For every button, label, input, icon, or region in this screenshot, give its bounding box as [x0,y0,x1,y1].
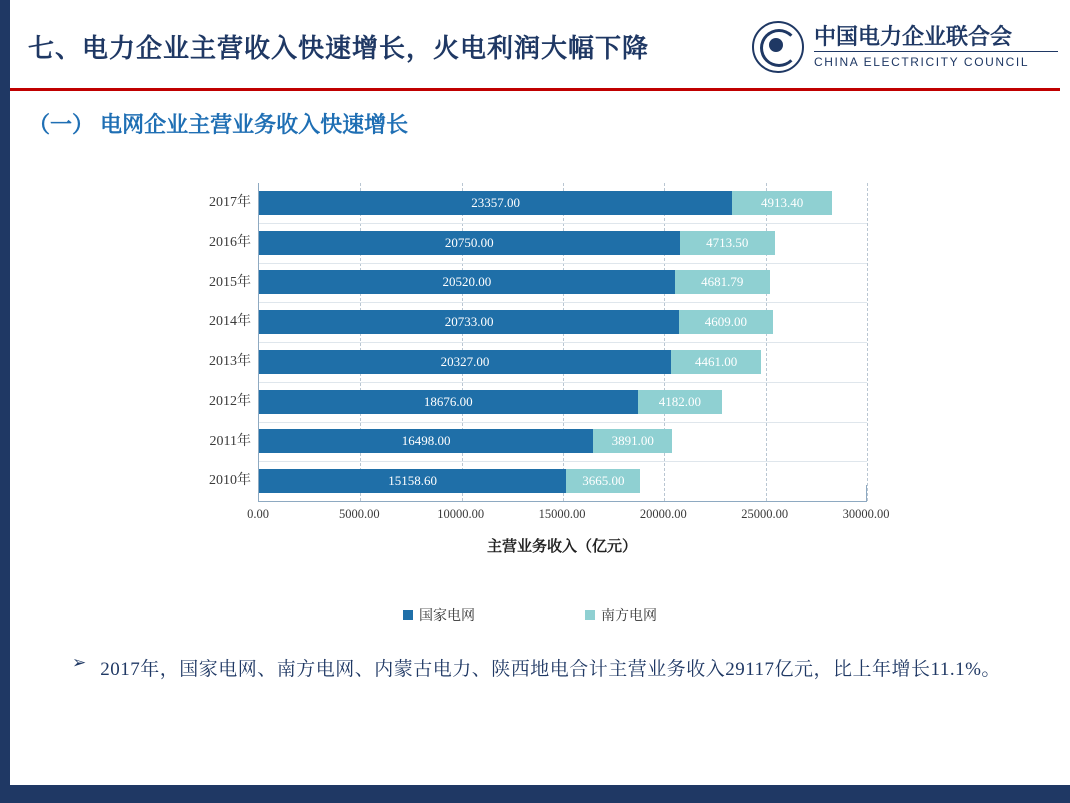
x-axis-tick-label: 10000.00 [437,507,485,521]
bar-value-label-series-a: 15158.60 [388,473,437,489]
logo-chinese-name: 中国电力企业联合会 [814,24,1013,49]
logo-rule [814,51,1058,52]
page-title: 七、电力企业主营收入快速增长，火电利润大幅下降 [28,33,650,63]
y-axis-category-label: 2012年 [209,393,251,409]
logo-text-block [814,24,1058,70]
bullet-arrow-icon: ➢ [72,653,87,672]
y-axis-category-label: 2015年 [209,274,251,290]
x-axis-tick-label: 30000.00 [842,507,890,521]
council-emblem-icon [752,21,804,73]
header-divider [10,88,1060,91]
bar-value-label-series-a: 20733.00 [444,314,494,330]
bar-value-label-series-b: 4913.40 [761,194,804,210]
legend-item-series-a [403,605,475,625]
bar-value-label-series-a: 16498.00 [401,433,451,449]
bar-value-label-series-b: 4681.79 [701,274,744,290]
bar-value-label-series-a: 18676.00 [423,393,473,409]
y-axis-category-label: 2016年 [209,234,251,250]
bullet-note-text: 2017年，国家电网、南方电网、内蒙古电力、陕西地电合计主营业务收入29117亿元，比上年增长11.1%。 [100,659,1001,680]
bar-value-label-series-a: 20750.00 [444,234,494,250]
y-axis-category-label: 2014年 [209,314,251,330]
legend-label-series-b: 南方电网 [601,607,657,623]
x-axis-title: 主营业务收入（亿元） [486,539,637,555]
bar-value-label-series-b: 4713.50 [706,234,749,250]
chart-plot-area [209,183,866,501]
chart-category-row [209,342,867,382]
x-axis-tick-label: 25000.00 [741,507,789,521]
x-axis-line [258,501,866,502]
bar-value-label-series-b: 4461.00 [695,353,738,369]
bottom-accent-bar [0,785,1070,803]
chart-category-row [209,302,867,342]
bar-value-label-series-a: 23357.00 [471,194,521,210]
x-axis-end-tick [866,485,867,502]
legend-swatch-icon [585,610,595,620]
chart-category-row [209,461,867,501]
bullet-note [72,648,1032,692]
organization-logo [752,16,1052,78]
logo-english-name: CHINA ELECTRICITY COUNCIL [814,55,1030,69]
chart-category-row [209,382,867,422]
bar-value-label-series-b: 4609.00 [704,314,748,330]
left-accent-bar [0,0,10,803]
chart-category-row [209,183,867,223]
chart-category-row [209,422,867,462]
chart-category-row [209,223,867,263]
bar-value-label-series-b: 3891.00 [611,433,654,449]
legend-swatch-icon [403,610,413,620]
bar-value-label-series-b: 4182.00 [658,393,701,409]
chart [170,175,890,555]
chart-gridline [867,183,868,501]
x-axis-tick-label: 20000.00 [639,507,687,521]
x-axis-tick-label: 15000.00 [538,507,586,521]
y-axis-category-label: 2013年 [209,354,251,369]
legend-item-series-b [585,605,657,625]
bar-value-label-series-a: 20327.00 [440,353,490,369]
x-axis-tick-label: 0.00 [247,507,269,521]
chart-legend [170,605,890,625]
bar-value-label-series-b: 3665.00 [582,473,625,489]
y-axis-category-label: 2010年 [209,473,251,489]
x-axis-tick-label: 5000.00 [339,507,380,521]
section-subtitle: （一） 电网企业主营业务收入快速增长 [28,112,409,137]
y-axis-category-label: 2011年 [209,433,251,449]
bar-value-label-series-a: 20520.00 [442,274,492,290]
legend-label-series-a: 国家电网 [419,607,475,623]
y-axis-category-label: 2017年 [209,195,251,210]
chart-category-row [209,263,867,303]
